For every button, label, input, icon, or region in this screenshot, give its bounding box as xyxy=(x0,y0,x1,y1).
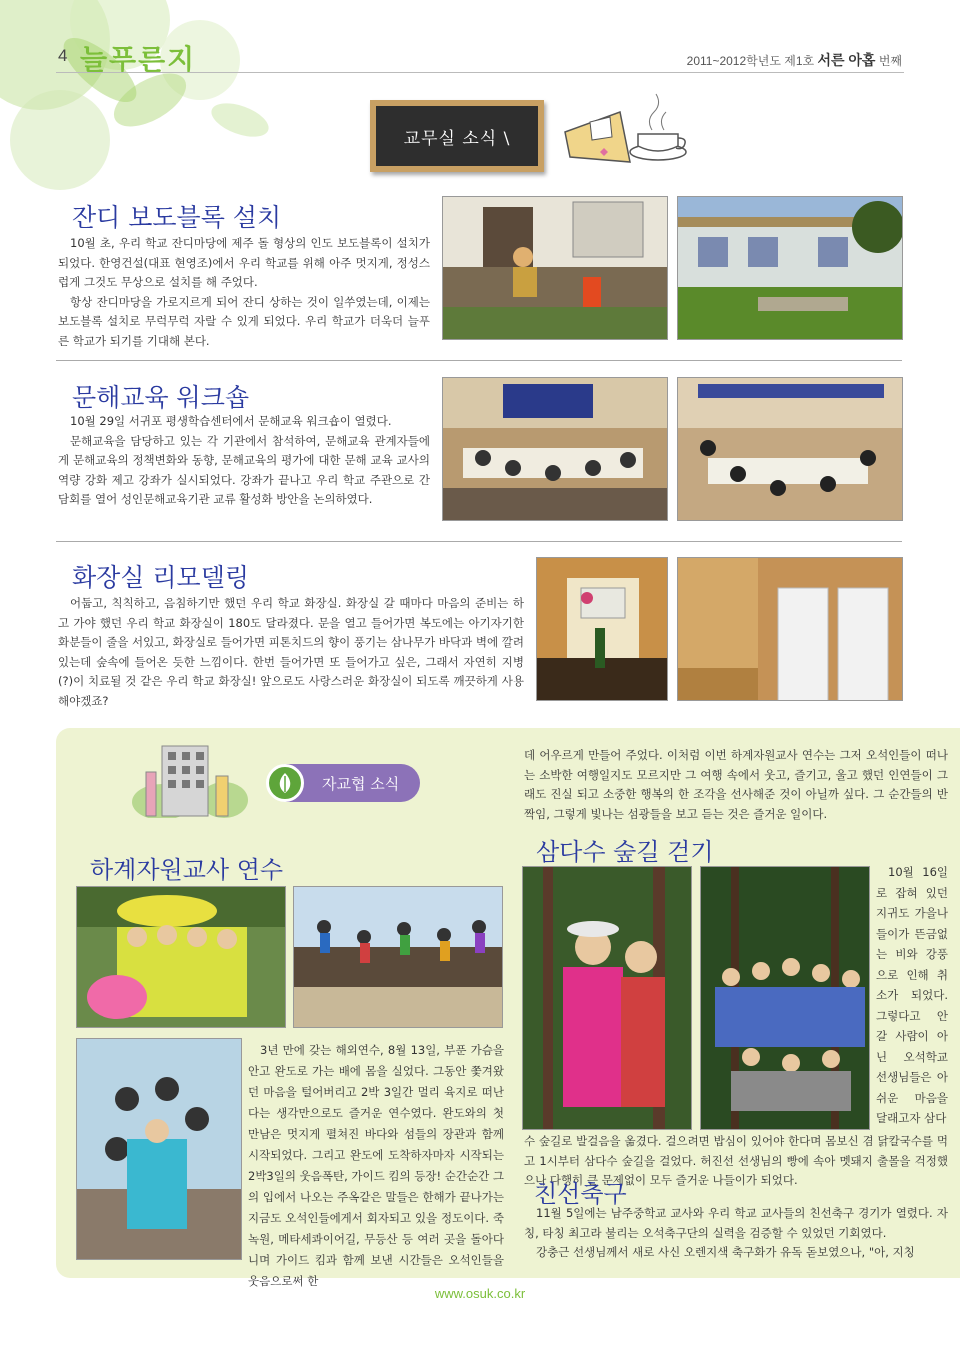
section-text-grass xyxy=(58,234,430,351)
photo-school-courtyard xyxy=(677,196,903,340)
issue-name: 서른 아홉 xyxy=(817,52,876,68)
paragraph: 문해교육을 담당하고 있는 각 기관에서 참석하여, 문해교육 관계자들에게 문해교육의 정책변화와 동향, 문해교육의 평가에 대한 문해 교육 교사의 역량 강화 제고 강좌가 실시되었다. 강좌가 끝나고 우리 학교 주관으로 간담회를 열어 성인문해교육기관 교류 활성화 방안을 논의하였다. xyxy=(58,433,430,506)
section-text-literacy xyxy=(58,412,430,510)
section-title-literacy: 문해교육 워크숍 xyxy=(72,383,249,412)
photo-workers-installing xyxy=(442,196,668,340)
photo-workshop-meeting xyxy=(442,377,668,521)
leaf-decoration-icon xyxy=(0,0,300,210)
paragraph: 어둡고, 칙칙하고, 음침하기만 했던 우리 학교 화장실. 화장실 갈 때마다 마음의 준비는 하고 가야 했던 우리 학교 화장실이 180도 달라졌다. 문을 열고 들어가면 복도에는 아기자기한 화분들이 줄을 서있고, 화장실로 들어가면 피톤치드의 향이 풍기는 삼나무가 바닥과 벽에 깔려있는데 숲속에 들어온 듯한 느낌이다. 한번 들어가면 또 들어가고 싶은, 그래서 자연히 지병(?)이 치료될 것 같은 우리 학교 화장실! 앞으로도 사랑스러운 화장실이 되도록 깨끗하게 사용해야겠죠? xyxy=(58,596,525,708)
badge-label: 자교협 소식 xyxy=(322,774,400,793)
paragraph: 11월 5일에는 남주중학교 교사와 우리 학교 교사들의 친선축구 경기가 열렸다. 자칭, 타칭 최고라 불리는 오석축구단의 실력을 검증할 수 있었던 기회였다. xyxy=(524,1206,948,1240)
photo-group-circle xyxy=(76,1038,242,1260)
paragraph: 3년 만에 갖는 해외연수, 8월 13일, 부푼 가슴을 안고 완도로 가는 배에 몸을 실었다. 그동안 쫓겨왔던 마음을 털어버리고 2박 3일간 멀리 육지로 떠난다는 생각만으로도 즐거운 연수였다. 완도와의 첫 만남은 멋지게 펼쳐진 바다와 섬들의 장관과 함께 시작되었다. 그리고 완도에 도착하자마자 시작되는 2박3일의 웃음폭탄, 가이드 킴의 등장! 순간순간 그의 입에서 나오는 주옥같은 말들은 한해가 끝나가는 지금도 오석인들에게서 회자되고 있을 정도이다. 죽녹원, 메타세콰이어길, 무등산 등 여러 곳을 돌아다니며 가이드 킴과 함께 보낸 시간들은 오석인들을 웃음으로써 한 xyxy=(248,1043,504,1288)
section-title-samdasoo: 삼다수 숲길 걷기 xyxy=(536,838,714,866)
header-divider xyxy=(56,72,904,73)
paragraph: 데 어우르게 만들어 주었다. 이처럼 이번 하계자원교사 연수는 그저 오석인들이 떠나는 소박한 여행일지도 모르지만 그 여행 속에서 웃고, 즐기고, 울고 했던 인연들이 그래도 진실 되고 소중한 행복의 한 조각을 선사해준 것이 아닐까 싶다. 그 순간들의 반짝임, 그렇게 빛나는 섬광들을 보고 듣는 것은 즐거운 일이다. xyxy=(524,748,948,821)
paragraph: 10월 초, 우리 학교 잔디마당에 제주 돌 형상의 인도 보도블록이 설치가 되었다. 한영건설(대표 현영조)에서 우리 학교를 위해 아주 멋지게, 정성스럽게 그것도 무상으로 설치를 해 주었다. xyxy=(58,236,430,289)
chalkboard-banner xyxy=(370,100,544,172)
paragraph: 10월 29일 서귀포 평생학습센터에서 문해교육 워크숍이 열렸다. xyxy=(70,414,392,428)
student-news-badge xyxy=(268,764,420,802)
section-divider xyxy=(56,541,902,542)
section-title-soccer: 친선축구 xyxy=(534,1180,627,1208)
photo-restroom-corridor xyxy=(536,557,668,701)
photo-workshop-hall xyxy=(677,377,903,521)
section-text-samdasoo-side xyxy=(876,862,948,1129)
photo-teachers-group xyxy=(700,866,870,1130)
issue-prefix: 2011~2012학년도 제1호 xyxy=(686,54,815,68)
section-title-restroom: 화장실 리모델링 xyxy=(72,563,249,592)
paragraph: 수 숲길로 발걸음을 옮겼다. 걸으려면 밥심이 있어야 한다며 몸보신 겸 닭칼국수를 먹고 1시부터 삼다수 숲길을 걸었다. 허진선 선생님의 빵에 속아 멧돼지 출몰을 걱정했으나 다행히 큰 문제없이 모두 즐거운 나들이가 되었다. xyxy=(524,1134,948,1187)
footer-url: www.osuk.co.kr xyxy=(434,1286,526,1301)
photo-restroom-interior xyxy=(677,557,903,701)
issue-info xyxy=(687,50,902,70)
paragraph: 강충근 선생님께서 새로 사신 오렌지색 축구화가 유독 돋보였으나, "아, 지칭 xyxy=(536,1245,915,1259)
section-text-restroom xyxy=(58,594,524,711)
photo-raincoats-group xyxy=(76,886,286,1028)
section-text-training xyxy=(248,1040,504,1292)
section-title-grass: 잔디 보도블록 설치 xyxy=(72,203,282,232)
section-text-training-continued xyxy=(524,746,948,824)
building-icon xyxy=(132,742,250,818)
paragraph: 항상 잔디마당을 가로지르게 되어 잔디 상하는 것이 일쑤였는데, 이제는 보도블록 설치로 무럭무럭 자랄 수 있게 되었다. 우리 학교가 더욱더 늘푸른 학교가 되기를 기대해 본다. xyxy=(58,294,430,348)
photo-jumping-group xyxy=(293,886,503,1028)
section-divider xyxy=(56,360,902,361)
section-title-training: 하계자원교사 연수 xyxy=(90,856,284,884)
issue-suffix: 번째 xyxy=(878,54,902,68)
page-number: 4 xyxy=(58,46,68,65)
photo-two-women-forest xyxy=(522,866,692,1130)
coffee-cup-icon xyxy=(560,92,700,172)
section-text-soccer xyxy=(524,1204,948,1263)
magazine-title: 늘푸른지 xyxy=(80,43,197,76)
leaf-icon xyxy=(266,764,304,802)
chalkboard-text: 교무실 소식 \ xyxy=(403,128,511,149)
paragraph: 10월 16일로 잡혀 있던 지귀도 가을나들이가 뜬금없는 비와 강풍으로 인해 취소가 되었다. 그렇다고 안 갈 사람이 아닌 오석학교 선생님들은 아쉬운 마음을 달래고자 삼다 xyxy=(876,865,948,1125)
